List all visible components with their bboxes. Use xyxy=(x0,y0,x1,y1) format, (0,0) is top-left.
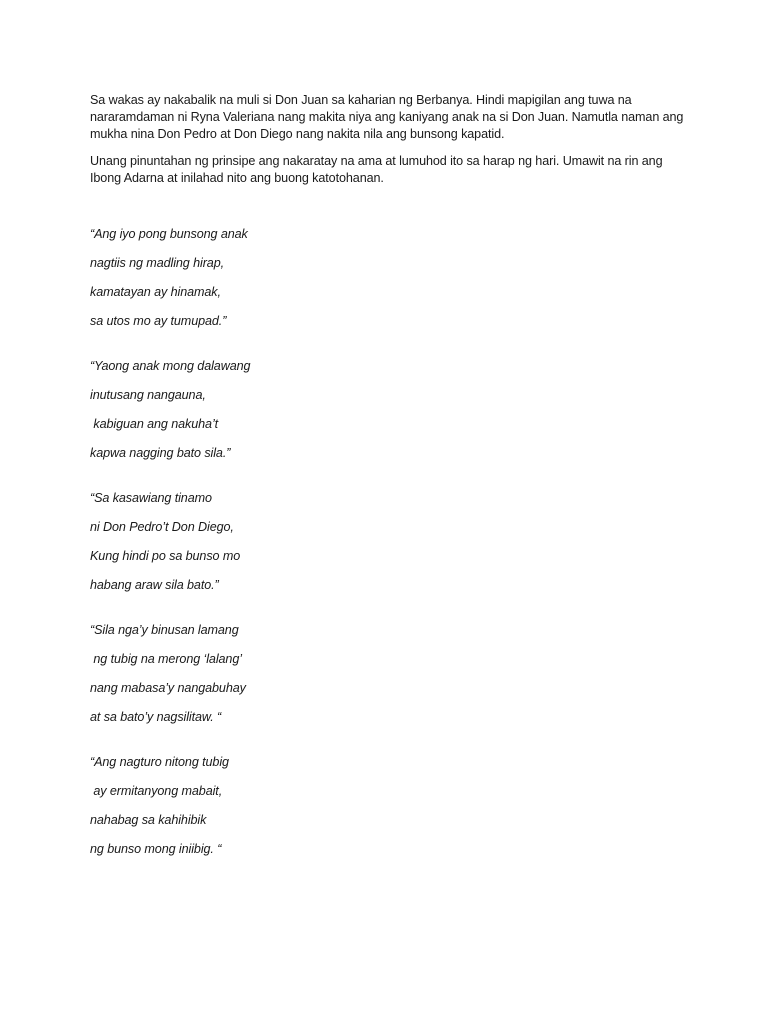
verse-line: “Yaong anak mong dalawang xyxy=(90,359,251,373)
verse-line: kamatayan ay hinamak, xyxy=(90,285,221,299)
verse-line: ng tubig na merong ‘lalang’ xyxy=(90,652,242,666)
stanza xyxy=(90,622,690,725)
intro-section xyxy=(90,92,690,187)
verse-line: nang mabasa’y nangabuhay xyxy=(90,681,246,695)
verse-line: at sa bato’y nagsilitaw. “ xyxy=(90,710,222,724)
stanza xyxy=(90,754,690,857)
verse-line: ni Don Pedro’t Don Diego, xyxy=(90,520,234,534)
verse-line: “Sila nga’y binusan lamang xyxy=(90,623,239,637)
verse-line: ay ermitanyong mabait, xyxy=(90,784,223,798)
verse-line: habang araw sila bato.” xyxy=(90,578,219,592)
verse-line: “Sa kasawiang tinamo xyxy=(90,491,212,505)
verse-line: kapwa nagging bato sila.” xyxy=(90,446,231,460)
verse-line: inutusang nangauna, xyxy=(90,388,206,402)
verse-line: “Ang iyo pong bunsong anak xyxy=(90,227,248,241)
verse-line: ng bunso mong iniibig. “ xyxy=(90,842,222,856)
verse-line: “Ang nagturo nitong tubig xyxy=(90,755,229,769)
verse-line: sa utos mo ay tumupad.” xyxy=(90,314,227,328)
document-page xyxy=(90,92,690,857)
stanza xyxy=(90,358,690,461)
poem xyxy=(90,226,690,857)
verse-line: nagtiis ng madling hirap, xyxy=(90,256,225,270)
verse-line: Kung hindi po sa bunso mo xyxy=(90,549,241,563)
stanza xyxy=(90,490,690,593)
stanza xyxy=(90,226,690,329)
verse-line: nahabag sa kahihibik xyxy=(90,813,207,827)
paragraph: Unang pinuntahan ng prinsipe ang nakaratay na ama at lumuhod ito sa harap ng hari. Umawit na rin ang Ibong Adarna at inilahad nito ang buong katotohanan. xyxy=(90,154,663,185)
verse-line: kabiguan ang nakuha’t xyxy=(90,417,219,431)
paragraph: Sa wakas ay nakabalik na muli si Don Juan sa kaharian ng Berbanya. Hindi mapigilan ang tuwa na nararamdaman ni Ryna Valeriana nang makita niya ang kaniyang anak na si Don Juan. Namutla naman ang mukha nina Don Pedro at Don Diego nang nakita nila ang bunsong kapatid. xyxy=(90,93,684,141)
